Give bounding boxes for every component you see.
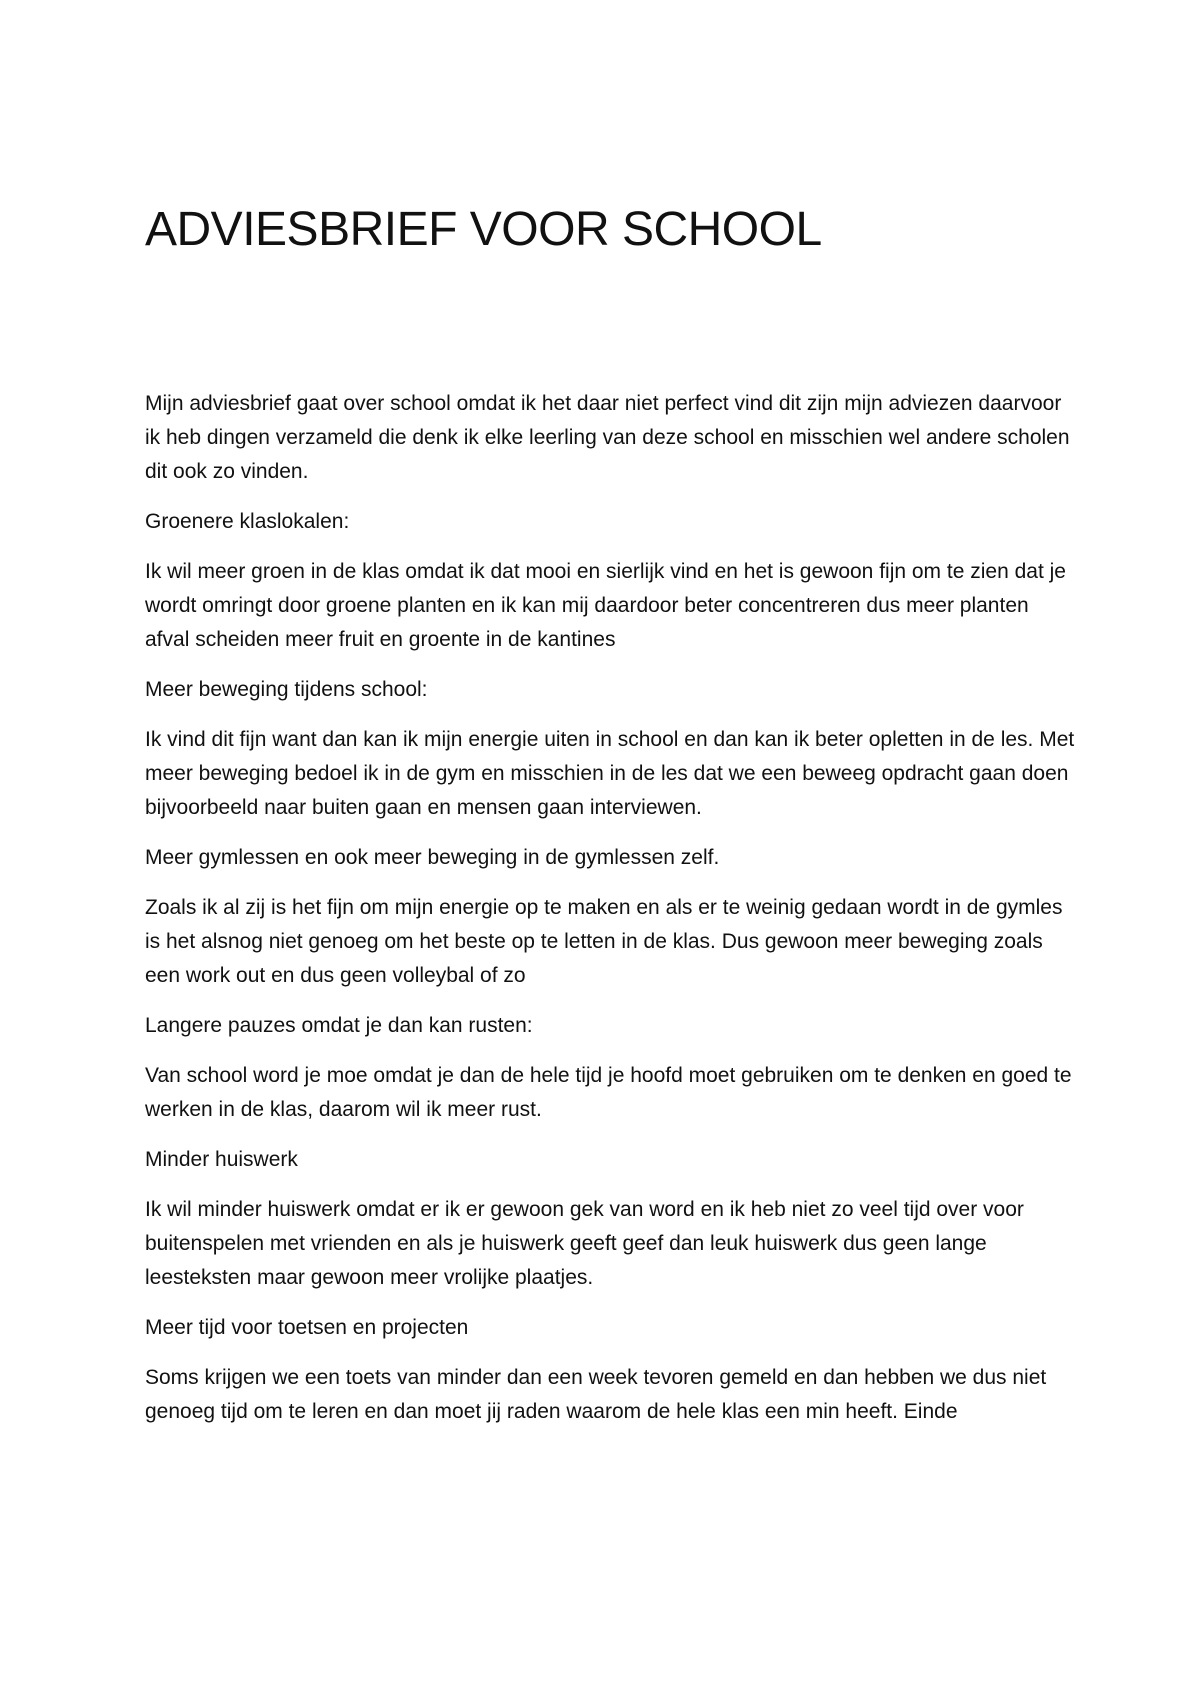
body-paragraph: Van school word je moe omdat je dan de hele tijd je hoofd moet gebruiken om te denken en goed te werken in de klas, daarom wil ik meer rust. [145, 1064, 1072, 1121]
body-paragraph: Zoals ik al zij is het fijn om mijn energie op te maken en als er te weinig gedaan wordt in de gymles is het alsnog niet genoeg om het beste op te letten in de klas. Dus gewoon meer beweging zoals een work out en dus geen volleybal of zo [145, 896, 1063, 987]
body-paragraph: Ik wil minder huiswerk omdat er ik er gewoon gek van word en ik heb niet zo veel tijd over voor buitenspelen met vrienden en als je huiswerk geeft geef dan leuk huiswerk dus geen lange leesteksten maar gewoon meer vrolijke plaatjes. [145, 1198, 1024, 1289]
section-heading-more-movement: Meer beweging tijdens school: [145, 678, 428, 701]
body-paragraph: Ik vind dit fijn want dan kan ik mijn energie uiten in school en dan kan ik beter opletten in de les. Met meer beweging bedoel ik in de gym en misschien in de les dat we een beweeg opdracht gaan doen bijvoorbeeld naar buiten gaan en mensen gaan interviewen. [145, 728, 1075, 819]
section-heading-more-gym: Meer gymlessen en ook meer beweging in de gymlessen zelf. [145, 846, 720, 869]
section-heading-less-homework: Minder huiswerk [145, 1148, 298, 1171]
section-heading-longer-breaks: Langere pauzes omdat je dan kan rusten: [145, 1014, 533, 1037]
intro-paragraph: Mijn adviesbrief gaat over school omdat ik het daar niet perfect vind dit zijn mijn adviezen daarvoor ik heb dingen verzameld die denk ik elke leerling van deze school en misschien wel andere scholen dit ook zo vinden. [145, 392, 1070, 483]
closing-paragraph: Soms krijgen we een toets van minder dan een week tevoren gemeld en dan hebben we dus niet genoeg tijd om te leren en dan moet jij raden waarom de hele klas een min heeft. Einde [145, 1366, 1047, 1423]
body-paragraph: Ik wil meer groen in de klas omdat ik dat mooi en sierlijk vind en het is gewoon fijn om te zien dat je wordt omringt door groene planten en ik kan mij daardoor beter concentreren dus meer planten afval scheiden meer fruit en groente in de kantines [145, 560, 1066, 651]
document-title: ADVIESBRIEF VOOR SCHOOL [145, 203, 822, 256]
document-body [145, 387, 1075, 1445]
section-heading-greener-classrooms: Groenere klaslokalen: [145, 510, 350, 533]
section-heading-more-time-tests: Meer tijd voor toetsen en projecten [145, 1316, 469, 1339]
